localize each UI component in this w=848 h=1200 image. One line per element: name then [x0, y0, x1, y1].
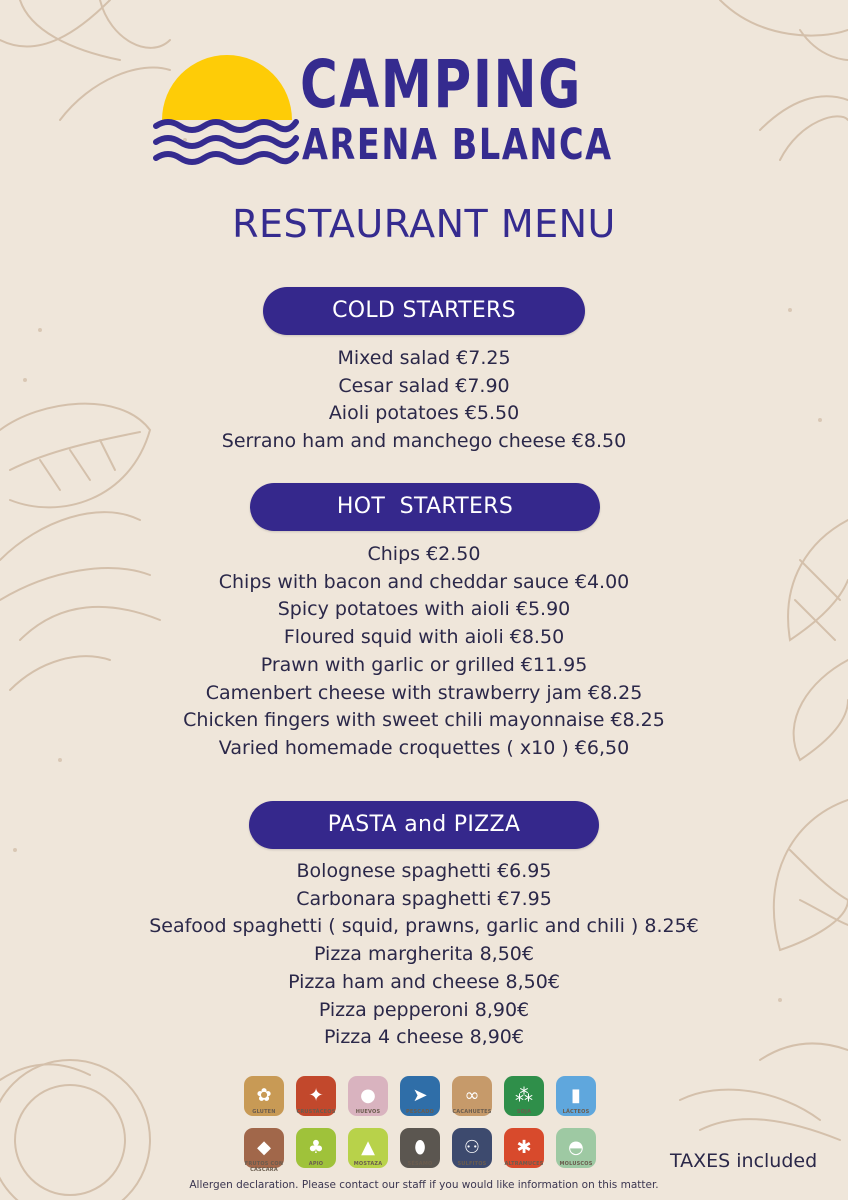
allergen-label: HUEVOS [355, 1109, 381, 1115]
sulphites-icon-glyph: ⚇ [463, 1137, 481, 1158]
cold-starters-list [0, 345, 848, 456]
mustard-icon-glyph: ▲ [361, 1137, 375, 1158]
celery-icon-glyph: ♣ [307, 1137, 325, 1158]
menu-item: Pizza pepperoni 8,90€ [318, 998, 530, 1021]
menu-item: Floured squid with aioli €8.50 [283, 626, 565, 649]
menu-item: Pizza 4 cheese 8,90€ [324, 1026, 524, 1049]
nut-icon-glyph: ◆ [257, 1137, 271, 1158]
section-heading-hot-starters: HOT STARTERS [250, 483, 600, 531]
menu-item: Carbonara spaghetti €7.95 [296, 887, 552, 910]
brand-name-line-2: ARENA BLANCA [302, 120, 613, 170]
allergen-label: SÉSAMO [407, 1161, 433, 1167]
menu-item: Seafood spaghetti ( squid, prawns, garlic and chili ) 8.25€ [149, 915, 699, 938]
menu-item: Chicken fingers with sweet chili mayonnaise €8.25 [183, 709, 665, 732]
sun-waves-icon [152, 50, 302, 170]
egg-icon-glyph: ● [360, 1085, 376, 1106]
lobster-icon-glyph: ✦ [308, 1085, 324, 1106]
menu-item: Spicy potatoes with aioli €5.90 [277, 598, 571, 621]
menu-item: Camenbert cheese with strawberry jam €8.25 [205, 681, 643, 704]
menu-item: Pizza margherita 8,50€ [314, 943, 534, 966]
hot-starters-list [0, 541, 848, 763]
allergen-label: MOSTAZA [353, 1161, 383, 1167]
allergen-label: SULFITOS [457, 1161, 487, 1167]
wheat-icon-glyph: ✿ [256, 1085, 272, 1106]
allergen-label: LÁCTEOS [562, 1109, 590, 1115]
fish-icon-glyph: ➤ [412, 1085, 428, 1106]
section-heading-pasta-and-pizza: PASTA and PIZZA [249, 801, 599, 849]
pasta-pizza-list [0, 858, 848, 1052]
menu-item: Varied homemade croquettes ( x10 ) €6,50 [218, 736, 630, 759]
page-title: RESTAURANT MENU [232, 202, 616, 246]
brand-name-line-1: CAMPING [300, 46, 582, 123]
menu-item: Mixed salad €7.25 [337, 347, 511, 369]
allergen-label: MOLUSCOS [559, 1161, 593, 1167]
menu-item: Chips €2.50 [367, 543, 481, 565]
allergen-label: PESCADO [405, 1109, 435, 1115]
milk-icon-glyph: ▮ [571, 1085, 581, 1106]
allergen-label: APIO [308, 1161, 324, 1167]
camping-logo [152, 46, 697, 170]
menu-item: Chips with bacon and cheddar sauce €4.00 [218, 570, 630, 593]
allergen-label: ALTRAMUCES [504, 1161, 544, 1167]
menu-item: Aioli potatoes €5.50 [328, 402, 520, 425]
allergen-declaration: Allergen declaration. Please contact our staff if you would like information on this matter. [189, 1179, 659, 1191]
menu-item: Bolognese spaghetti €6.95 [296, 860, 552, 882]
soy-icon-glyph: ⁂ [515, 1085, 533, 1106]
allergen-label: GLUTEN [252, 1109, 276, 1115]
menu-item: Prawn with garlic or grilled €11.95 [260, 653, 588, 676]
taxes-note: TAXES included [670, 1150, 818, 1172]
peanut-icon-glyph: ∞ [464, 1085, 480, 1106]
allergen-label: CACAHUETES [452, 1109, 492, 1115]
menu-item: Serrano ham and manchego cheese €8.50 [221, 430, 627, 453]
sesame-icon-glyph: ⬮ [414, 1137, 426, 1158]
allergen-label: CRUSTÁCEOS [296, 1109, 336, 1115]
menu-item: Pizza ham and cheese 8,50€ [288, 970, 560, 993]
shell-icon-glyph: ◓ [568, 1137, 584, 1158]
section-heading-cold-starters: COLD STARTERS [263, 287, 585, 335]
menu-item: Cesar salad €7.90 [338, 374, 510, 397]
allergen-label: FRUTOS CON CÁSCARA [244, 1161, 284, 1173]
allergen-label: SOJA [516, 1109, 532, 1115]
lupin-icon-glyph: ✱ [516, 1137, 532, 1158]
